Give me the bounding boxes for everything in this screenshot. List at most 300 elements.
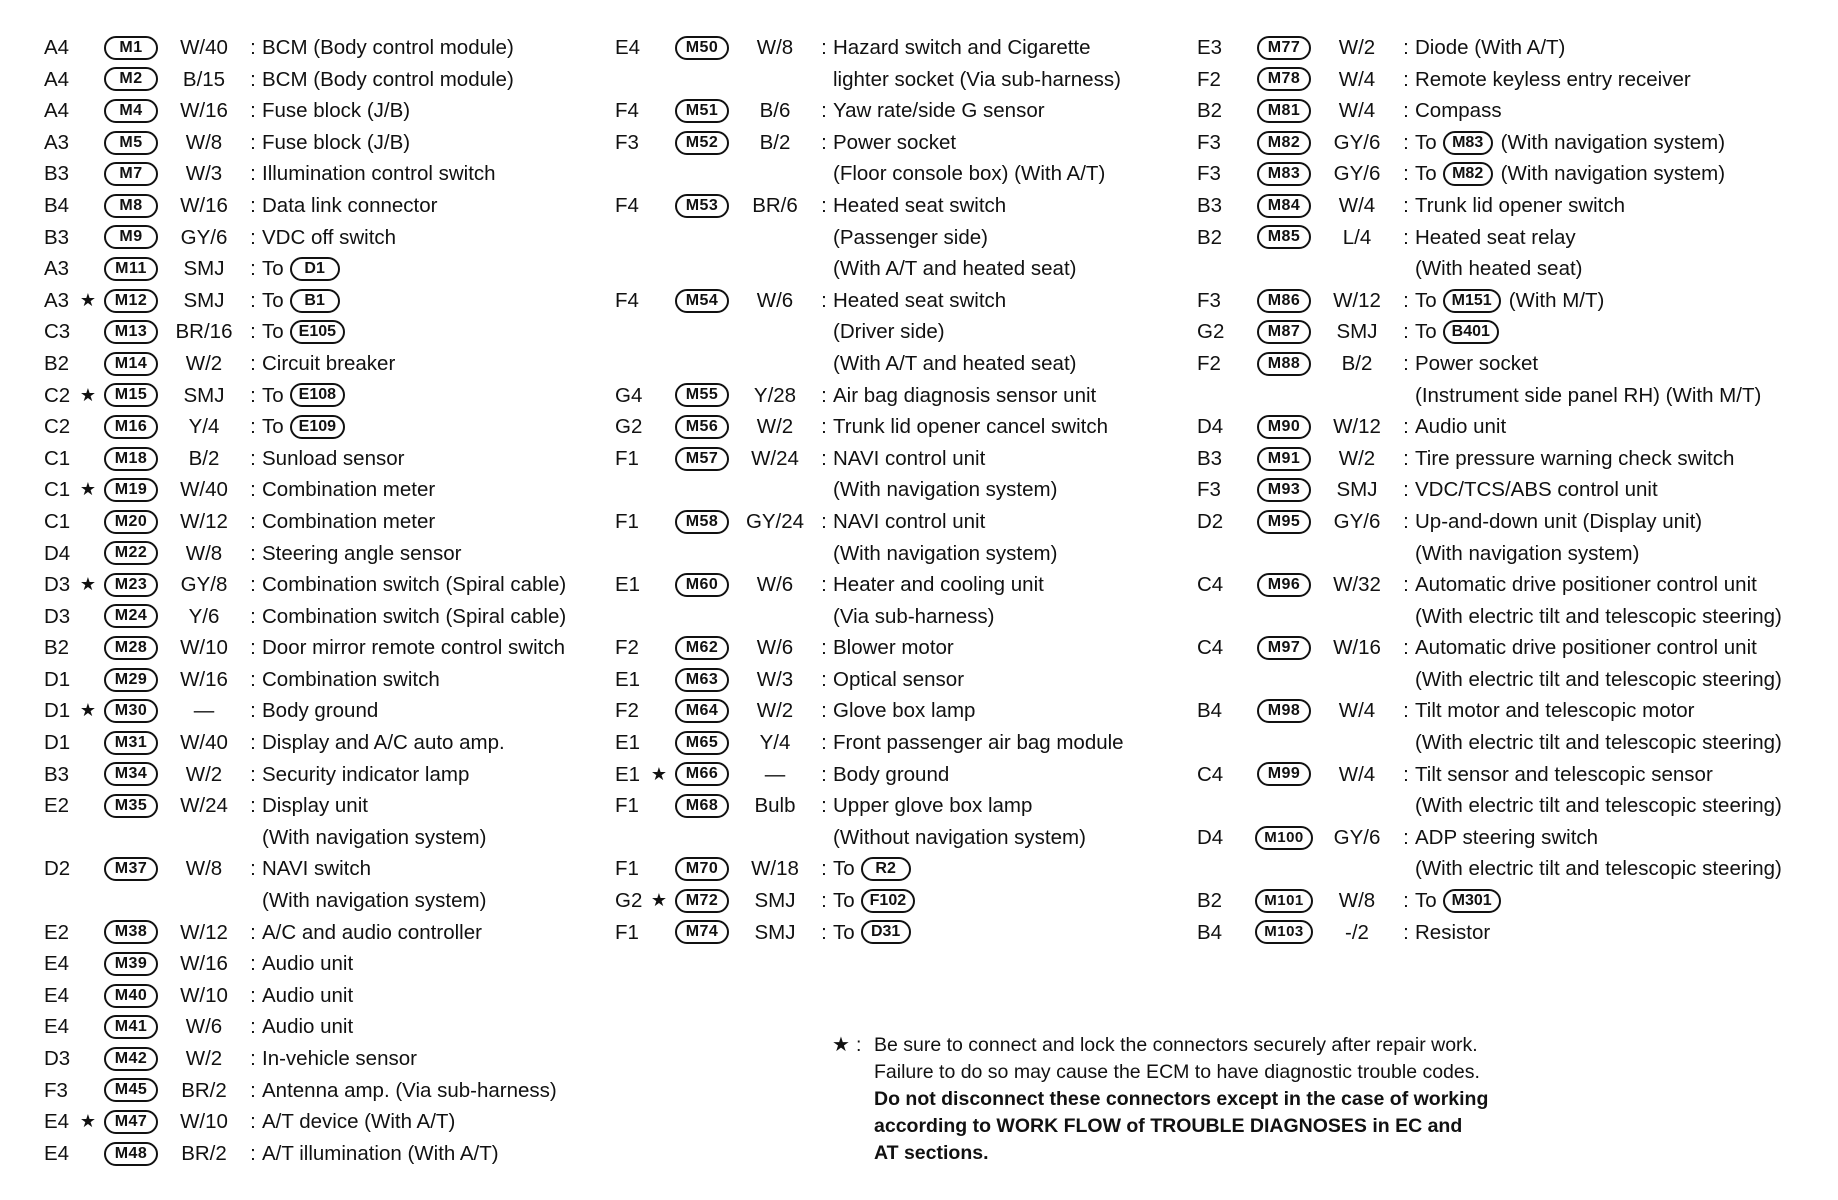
- connector-entry: [44, 474, 612, 506]
- connector-cell: [98, 411, 164, 443]
- description-line: Front passenger air bag module: [833, 731, 1124, 755]
- connector-number-badge: M4: [104, 99, 158, 123]
- description-line: Blower motor: [833, 636, 954, 660]
- connector-number-badge: M97: [1257, 636, 1311, 660]
- separator-colon: :: [821, 36, 827, 59]
- connector-number-badge: M7: [104, 162, 158, 186]
- wire-spec: GY/6: [1333, 509, 1381, 533]
- connector-cell: [669, 411, 735, 443]
- wire-spec: W/24: [180, 794, 228, 818]
- grid-location: F3: [44, 1078, 68, 1102]
- separator-colon: :: [1403, 162, 1409, 186]
- connector-cell: [98, 632, 164, 664]
- wire-spec: W/18: [751, 857, 799, 881]
- grid-location: F1: [615, 794, 639, 818]
- grid-location: B3: [1197, 446, 1223, 470]
- connector-number-badge: M88: [1257, 352, 1311, 376]
- connector-entry: [615, 285, 1185, 380]
- star-placeholder: [1231, 285, 1251, 317]
- connector-cell: [98, 538, 164, 570]
- star-icon: ★: [79, 574, 97, 595]
- description-line: Heater and cooling unit: [833, 573, 1044, 597]
- description-line: [1415, 316, 1833, 348]
- connector-number-badge: M35: [104, 794, 158, 818]
- star-placeholder: [1231, 95, 1251, 127]
- description-line: A/C and audio controller: [262, 920, 482, 944]
- wire-spec: W/40: [180, 478, 228, 502]
- wire-spec: W/16: [180, 952, 228, 976]
- connector-cell: [98, 253, 164, 285]
- wire-spec: W/24: [751, 446, 799, 470]
- grid-location: A3: [44, 288, 70, 312]
- connector-cell: [1251, 64, 1317, 96]
- description-line: [262, 411, 612, 443]
- connector-number-badge: M66: [675, 762, 729, 786]
- wire-spec: W/12: [180, 509, 228, 533]
- star-placeholder: [649, 190, 669, 222]
- connector-description: [262, 222, 612, 254]
- connector-cell: [98, 348, 164, 380]
- connector-number-badge: M30: [104, 699, 158, 723]
- description-line: [833, 885, 1185, 917]
- connector-number-badge: M16: [104, 415, 158, 439]
- connector-description: [833, 95, 1185, 127]
- connector-description: [833, 664, 1185, 696]
- connector-description: [262, 664, 612, 696]
- connector-cell: [1251, 759, 1317, 791]
- grid-location: B2: [1197, 225, 1223, 249]
- connector-entry: [44, 538, 612, 570]
- connector-entry: [1197, 632, 1833, 695]
- grid-location: C4: [1197, 636, 1224, 660]
- description-line: Door mirror remote control switch: [262, 636, 566, 660]
- connector-description: [262, 1138, 612, 1170]
- star-placeholder: [1231, 348, 1251, 380]
- wire-spec: W/4: [1338, 67, 1376, 91]
- connector-description: [1415, 822, 1833, 885]
- connector-number-badge: M50: [675, 36, 729, 60]
- separator-colon: :: [1403, 225, 1409, 249]
- description-line: Yaw rate/side G sensor: [833, 99, 1045, 123]
- grid-location: F3: [1197, 288, 1221, 312]
- connector-cell: [1251, 348, 1317, 380]
- connector-entry: [44, 917, 612, 949]
- connector-number-badge: M84: [1257, 194, 1311, 218]
- separator-colon: :: [1403, 36, 1409, 59]
- connector-cell: [98, 316, 164, 348]
- separator-colon: :: [821, 288, 827, 312]
- wire-spec: B/2: [759, 130, 791, 154]
- target-connector-badge: R2: [861, 857, 911, 881]
- description-line: (With electric tilt and telescopic steering): [1415, 731, 1782, 755]
- to-label: To: [1415, 162, 1437, 186]
- connector-cell: [669, 285, 735, 317]
- target-connector-badge: M82: [1443, 162, 1493, 186]
- wire-spec: W/8: [185, 541, 223, 565]
- connector-entry: [44, 601, 612, 633]
- to-label: To: [262, 288, 284, 312]
- connector-description: [1415, 285, 1833, 317]
- separator-colon: :: [821, 446, 827, 470]
- connector-cell: [98, 222, 164, 254]
- grid-location: G4: [615, 383, 643, 407]
- connector-number-badge: M45: [104, 1078, 158, 1102]
- connector-description: [833, 443, 1185, 506]
- connector-description: [833, 695, 1185, 727]
- description-line: Illumination control switch: [262, 162, 496, 186]
- description-line: Combination meter: [262, 509, 436, 533]
- description-line: [833, 917, 1185, 949]
- description-line: Heated seat switch: [833, 193, 1007, 217]
- description-line: [262, 380, 612, 412]
- wire-spec: W/8: [1338, 889, 1376, 913]
- connector-entry: [1197, 443, 1833, 475]
- grid-location: E2: [44, 920, 70, 944]
- grid-location: D2: [1197, 509, 1224, 533]
- connector-entry: [615, 917, 1185, 949]
- description-line: Fuse block (J/B): [262, 99, 411, 123]
- star-placeholder: [1231, 190, 1251, 222]
- connector-entry: [44, 64, 612, 96]
- star-icon: ★: [79, 700, 97, 721]
- connector-cell: [98, 190, 164, 222]
- connector-cell: [1251, 32, 1317, 64]
- star-placeholder: [78, 1075, 98, 1107]
- grid-location: F3: [1197, 130, 1221, 154]
- connector-number-badge: M70: [675, 857, 729, 881]
- description-line: [262, 316, 612, 348]
- description-line: Heated seat switch: [833, 288, 1007, 312]
- connector-cell: [98, 727, 164, 759]
- description-line: Body ground: [833, 762, 950, 786]
- description-line: Tire pressure warning check switch: [1415, 446, 1735, 470]
- grid-location: D2: [44, 857, 71, 881]
- separator-colon: :: [250, 509, 256, 533]
- connector-entry: [44, 1043, 612, 1075]
- grid-location: E4: [44, 983, 70, 1007]
- description-line: [262, 253, 612, 285]
- description-line: Optical sensor: [833, 667, 965, 691]
- wire-spec: Y/4: [759, 731, 791, 755]
- star-icon: ★: [832, 1034, 850, 1056]
- connector-cell: [669, 380, 735, 412]
- description-line: (Floor console box) (With A/T): [833, 162, 1106, 186]
- target-connector-badge: E105: [290, 320, 345, 344]
- description-line: Tilt sensor and telescopic sensor: [1415, 762, 1713, 786]
- connector-cell: [98, 127, 164, 159]
- star-placeholder: [1231, 506, 1251, 538]
- target-connector-badge: M83: [1443, 131, 1493, 155]
- description-line: BCM (Body control module): [262, 67, 514, 91]
- connector-cell: [1251, 285, 1317, 317]
- description-line: Automatic drive positioner control unit: [1415, 636, 1757, 660]
- description-line: Diode (With A/T): [1415, 36, 1566, 59]
- separator-colon: :: [250, 193, 256, 217]
- description-line: In-vehicle sensor: [262, 1047, 417, 1070]
- description-line: (With navigation system): [1415, 541, 1640, 565]
- connector-number-badge: M40: [104, 984, 158, 1008]
- connector-entry: [1197, 222, 1833, 285]
- star-placeholder: [78, 538, 98, 570]
- wire-spec: SMJ: [1336, 320, 1378, 344]
- wire-spec: SMJ: [754, 889, 796, 913]
- grid-location: C3: [44, 320, 71, 344]
- separator-colon: :: [250, 794, 256, 818]
- connector-cell: [98, 664, 164, 696]
- wire-spec: W/32: [1333, 573, 1381, 597]
- star-icon: ★: [79, 384, 97, 405]
- connector-entry: [1197, 127, 1833, 159]
- description-line: Automatic drive positioner control unit: [1415, 573, 1757, 597]
- grid-location: D4: [1197, 825, 1224, 849]
- star-icon: ★: [79, 1111, 97, 1132]
- connector-description: [262, 443, 612, 475]
- star-placeholder: [649, 443, 669, 475]
- description-line: Hazard switch and Cigarette: [833, 36, 1091, 59]
- connector-number-badge: M57: [675, 447, 729, 471]
- separator-colon: :: [250, 130, 256, 154]
- connector-number-badge: M55: [675, 383, 729, 407]
- description-line: NAVI control unit: [833, 509, 986, 533]
- to-note: (With M/T): [1508, 288, 1605, 312]
- connector-cell: [1251, 127, 1317, 159]
- connector-cell: [1251, 917, 1317, 949]
- description-line: Power socket: [1415, 351, 1539, 375]
- star-placeholder: [1231, 474, 1251, 506]
- star-placeholder: [78, 853, 98, 885]
- connector-number-badge: M31: [104, 731, 158, 755]
- star-placeholder: [78, 601, 98, 633]
- grid-location: D3: [44, 573, 71, 597]
- connector-description: [833, 285, 1185, 380]
- grid-location: F1: [615, 857, 639, 881]
- connector-description: [1415, 695, 1833, 758]
- grid-location: E1: [615, 731, 641, 755]
- separator-colon: :: [821, 699, 827, 723]
- wire-spec: W/2: [756, 415, 794, 439]
- connector-number-badge: M100: [1255, 826, 1313, 850]
- separator-colon: :: [821, 794, 827, 818]
- to-label: To: [833, 857, 855, 881]
- connector-description: [1415, 190, 1833, 222]
- connector-entry: [1197, 95, 1833, 127]
- connector-cell: [98, 64, 164, 96]
- connector-description: [1415, 569, 1833, 632]
- description-line: Sunload sensor: [262, 446, 405, 470]
- wire-spec: GY/6: [1333, 130, 1381, 154]
- star-placeholder: [649, 664, 669, 696]
- connector-description: [1415, 411, 1833, 443]
- connector-number-badge: M82: [1257, 131, 1311, 155]
- connector-description: [262, 285, 612, 317]
- separator-colon: :: [250, 67, 256, 91]
- star-placeholder: [78, 632, 98, 664]
- connector-entry: [44, 632, 612, 664]
- separator-colon: :: [250, 383, 256, 407]
- footnote: [832, 1032, 1632, 1167]
- separator-colon: :: [1403, 446, 1409, 470]
- wire-spec: W/6: [756, 573, 794, 597]
- connector-number-badge: M51: [675, 99, 729, 123]
- description-line: VDC/TCS/ABS control unit: [1415, 478, 1658, 502]
- star-placeholder: [78, 664, 98, 696]
- star-placeholder: [649, 569, 669, 601]
- connector-number-badge: M39: [104, 952, 158, 976]
- connector-description: [1415, 95, 1833, 127]
- connector-number-badge: M62: [675, 636, 729, 660]
- grid-location: E4: [44, 1141, 70, 1165]
- connector-number-badge: M11: [104, 257, 158, 281]
- separator-colon: :: [250, 320, 256, 344]
- description-line: Fuse block (J/B): [262, 130, 411, 154]
- description-line: (With electric tilt and telescopic steering): [1415, 604, 1782, 628]
- description-line: A/T device (With A/T): [262, 1110, 456, 1134]
- connector-description: [262, 95, 612, 127]
- connector-number-badge: M14: [104, 352, 158, 376]
- separator-colon: :: [250, 920, 256, 944]
- description-line: [1415, 127, 1833, 159]
- separator-colon: :: [250, 288, 256, 312]
- connector-cell: [98, 158, 164, 190]
- grid-location: D3: [44, 1047, 71, 1070]
- to-label: To: [833, 920, 855, 944]
- connector-cell: [98, 980, 164, 1012]
- grid-location: F4: [615, 99, 639, 123]
- connector-description: [262, 348, 612, 380]
- connector-description: [833, 759, 1185, 791]
- wire-spec: W/8: [185, 130, 223, 154]
- grid-location: B2: [44, 351, 70, 375]
- separator-colon: :: [250, 604, 256, 628]
- wire-spec: B/2: [188, 446, 220, 470]
- connector-description: [262, 380, 612, 412]
- star-placeholder: [1231, 316, 1251, 348]
- grid-location: D1: [44, 667, 71, 691]
- description-line: lighter socket (Via sub-harness): [833, 67, 1121, 91]
- connector-entry: [44, 222, 612, 254]
- connector-description: [833, 917, 1185, 949]
- grid-location: E1: [615, 762, 641, 786]
- description-line: Circuit breaker: [262, 351, 396, 375]
- connector-number-badge: M12: [104, 289, 158, 313]
- connector-number-badge: M47: [104, 1110, 158, 1134]
- connector-number-badge: M37: [104, 857, 158, 881]
- connector-number-badge: M77: [1257, 36, 1311, 60]
- to-label: To: [262, 320, 284, 344]
- connector-number-badge: M19: [104, 478, 158, 502]
- connector-entry: [44, 664, 612, 696]
- star-placeholder: [1231, 64, 1251, 96]
- connector-cell: [98, 95, 164, 127]
- connector-number-badge: M22: [104, 541, 158, 565]
- separator-colon: :: [821, 99, 827, 123]
- grid-location: E1: [615, 667, 641, 691]
- connector-cell: [98, 948, 164, 980]
- connector-entry: [615, 790, 1185, 853]
- wire-spec: W/10: [180, 983, 228, 1007]
- connector-entry: [44, 253, 612, 285]
- connector-cell: [98, 1138, 164, 1170]
- description-line: (With navigation system): [833, 478, 1058, 502]
- connector-number-badge: M8: [104, 194, 158, 218]
- connector-entry: [615, 727, 1185, 759]
- wire-spec: Y/28: [753, 383, 797, 407]
- grid-location: G2: [1197, 320, 1225, 344]
- grid-location: F3: [1197, 478, 1221, 502]
- connector-number-badge: M65: [675, 731, 729, 755]
- wire-spec: GY/6: [1333, 825, 1381, 849]
- connector-description: [262, 538, 612, 570]
- star-placeholder: [1231, 759, 1251, 791]
- wire-spec: W/16: [1333, 636, 1381, 660]
- connector-number-badge: M53: [675, 194, 729, 218]
- connector-number-badge: M81: [1257, 99, 1311, 123]
- connector-cell: [669, 443, 735, 475]
- grid-location: D1: [44, 699, 71, 723]
- wire-spec: SMJ: [183, 383, 225, 407]
- connector-description: [262, 790, 612, 853]
- description-line: (Instrument side panel RH) (With M/T): [1415, 383, 1762, 407]
- star-placeholder: [649, 95, 669, 127]
- connector-cell: [1251, 95, 1317, 127]
- wire-spec: L/4: [1342, 225, 1372, 249]
- grid-location: F4: [615, 193, 639, 217]
- description-line: Resistor: [1415, 920, 1491, 944]
- star-placeholder: [78, 727, 98, 759]
- connector-number-badge: M103: [1255, 920, 1313, 944]
- connector-description: [262, 601, 612, 633]
- connector-description: [833, 727, 1185, 759]
- connector-description: [833, 411, 1185, 443]
- connector-number-badge: M34: [104, 762, 158, 786]
- description-line: (Passenger side): [833, 225, 988, 249]
- separator-colon: :: [821, 857, 827, 881]
- connector-description: [262, 1011, 612, 1043]
- grid-location: E4: [44, 1110, 70, 1134]
- connector-cell: [1251, 569, 1317, 601]
- wire-spec: W/2: [756, 699, 794, 723]
- description-line: Audio unit: [262, 983, 354, 1007]
- star-placeholder: [1231, 127, 1251, 159]
- grid-location: F1: [615, 446, 639, 470]
- connector-description: [262, 127, 612, 159]
- connector-entry: [615, 885, 1185, 917]
- description-line: BCM (Body control module): [262, 36, 514, 59]
- separator-colon: :: [1403, 67, 1409, 91]
- description-line: (With A/T and heated seat): [833, 257, 1077, 281]
- connector-description: [262, 853, 612, 916]
- connector-cell: [669, 32, 735, 64]
- star-placeholder: [649, 727, 669, 759]
- connector-description: [1415, 885, 1833, 917]
- separator-colon: :: [250, 225, 256, 249]
- star-placeholder: [78, 1011, 98, 1043]
- connector-description: [1415, 474, 1833, 506]
- connector-entry: [44, 1106, 612, 1138]
- connector-cell: [98, 32, 164, 64]
- connector-entry: [1197, 64, 1833, 96]
- separator-colon: :: [1403, 478, 1409, 502]
- connector-entry: [44, 695, 612, 727]
- grid-location: D1: [44, 731, 71, 755]
- target-connector-badge: F102: [861, 889, 915, 913]
- grid-location: A4: [44, 36, 70, 59]
- separator-colon: :: [821, 383, 827, 407]
- connector-entry: [44, 411, 612, 443]
- separator-colon: :: [1403, 415, 1409, 439]
- connector-entry: [44, 380, 612, 412]
- star-placeholder: [78, 95, 98, 127]
